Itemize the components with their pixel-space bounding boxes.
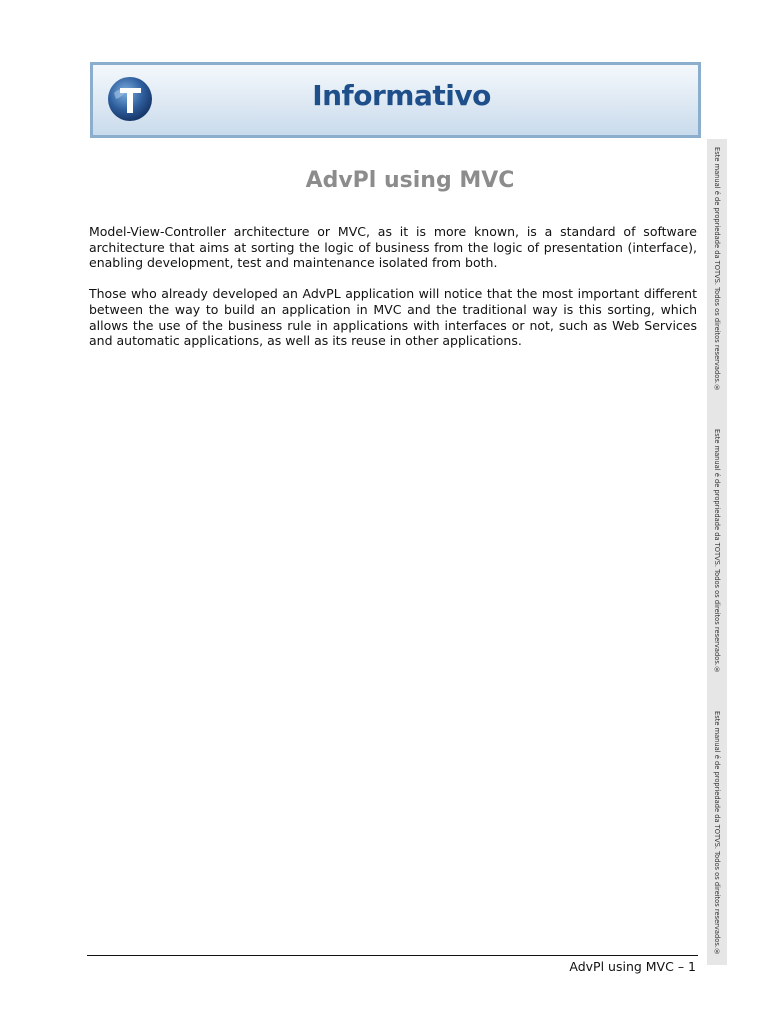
- banner-title: Informativo: [312, 79, 491, 112]
- copyright-notice: Este manual é de propriedade da TOTVS. Todos os direitos reservados.®: [713, 711, 721, 956]
- paragraph: Model-View-Controller architecture or MVC, as it is more known, is a standard of software architecture that aims at sorting the logic of business from the logic of presentation (interface), enabling development, test and maintenance isolated from both.: [89, 224, 697, 271]
- page-title: AdvPl using MVC: [305, 168, 515, 193]
- footer-divider: [87, 955, 698, 956]
- document-body: [89, 224, 697, 364]
- header-banner: [90, 62, 701, 138]
- copyright-notice: Este manual é de propriedade da TOTVS. Todos os direitos reservados.®: [713, 147, 721, 392]
- paragraph: Those who already developed an AdvPL application will notice that the most important different between the way to build an application in MVC and the traditional way is this sorting, which allows the use of the business rule in applications with interfaces or not, such as Web Services and automatic applications, as well as its reuse in other applications.: [89, 286, 697, 349]
- copyright-sidebar: [707, 139, 727, 965]
- page-footer: AdvPl using MVC – 1: [569, 959, 696, 974]
- copyright-notice: Este manual é de propriedade da TOTVS. Todos os direitos reservados.®: [713, 429, 721, 674]
